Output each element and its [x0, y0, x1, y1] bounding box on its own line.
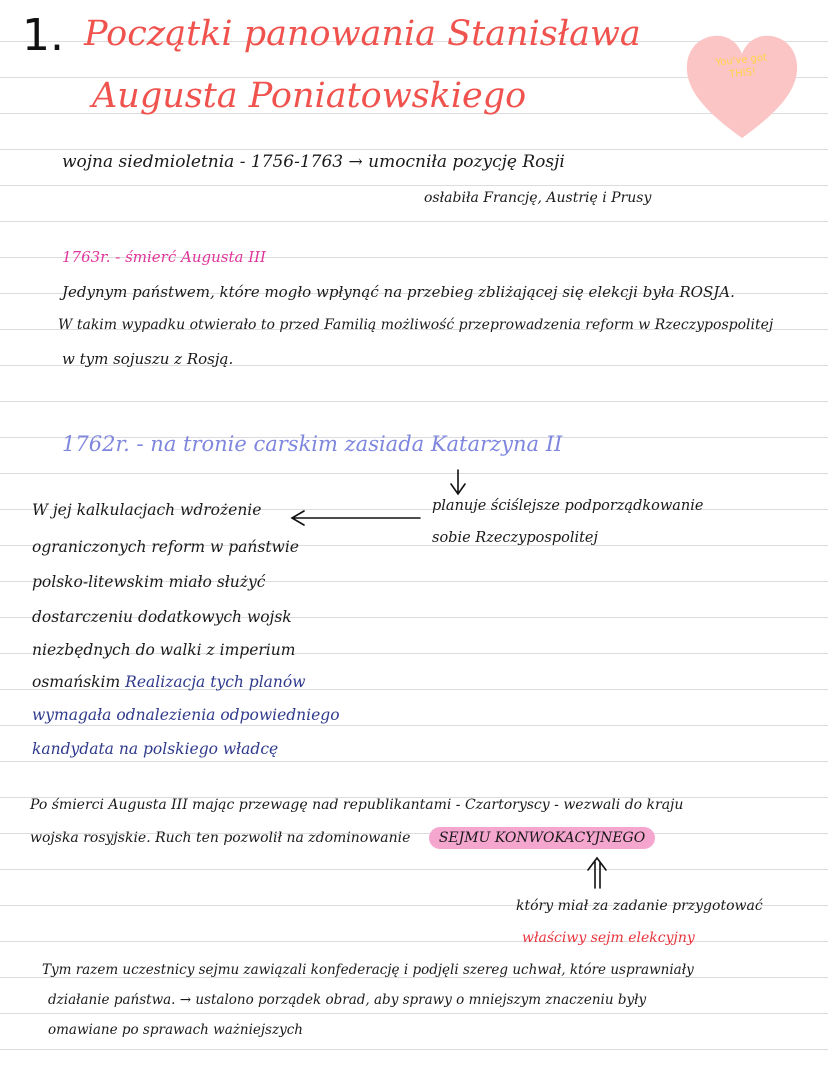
down-arrow	[451, 470, 465, 494]
sejm-task-line: który miał za zadanie przygotować	[516, 898, 763, 914]
death-body-2: W takim wypadku otwierało to przed Familią możliwość przeprowadzenia reform w Rzeczypospolitej	[58, 317, 774, 333]
war-subline: osłabiła Francję, Austrię i Prusy	[424, 190, 652, 206]
conf-line-3: omawiane po sprawach ważniejszych	[48, 1022, 303, 1038]
section-number: 1.	[22, 10, 64, 61]
left-arrow	[292, 511, 420, 525]
left-line-3: polsko-litewskim miało służyć	[32, 573, 266, 591]
plan-line-2: sobie Rzeczypospolitej	[432, 530, 599, 546]
sejm-task-red: właściwy sejm elekcyjny	[522, 930, 695, 946]
sticker-text: You've got THIS!	[715, 52, 768, 80]
left-line-1: W jej kalkulacjach wdrożenie	[32, 501, 262, 519]
left-line-8: kandydata na polskiego władcę	[32, 740, 279, 758]
conf-line-1: Tym razem uczestnicy sejmu zawiązali konfederację i podjęli szereg uchwał, które usprawniały	[42, 962, 694, 978]
conf-line-2: działanie państwa. → ustalono porządek obrad, aby sprawy o mniejszym znaczeniu były	[48, 992, 647, 1008]
death-body-3: w tym sojuszu z Rosją.	[62, 350, 234, 368]
left-line-2: ograniczonych reform w państwie	[32, 538, 299, 556]
left-line-4: dostarczeniu dodatkowych wojsk	[32, 608, 292, 626]
sejm-line-2-prefix: wojska rosyjskie. Ruch ten pozwolił na zdominowanie	[30, 830, 411, 846]
left-line-6-navy: Realizacja tych planów	[125, 673, 306, 691]
up-arrow	[588, 858, 606, 888]
left-line-6-black: osmańskim	[32, 673, 121, 691]
death-body-1: Jedynym państwem, które mogło wpłynąć na przebieg zbliżającej się elekcji była ROSJA.	[62, 283, 735, 301]
left-line-7: wymagała odnalezienia odpowiedniego	[32, 706, 340, 724]
page-title-line-1: Początki panowania Stanisława	[84, 14, 641, 54]
katarzyna-headline: 1762r. - na tronie carskim zasiada Katarzyna II	[62, 432, 563, 456]
left-line-5: niezbędnych do walki z imperium	[32, 641, 296, 659]
death-date-line: 1763r. - śmierć Augusta III	[62, 248, 266, 266]
page-title-line-2: Augusta Poniatowskiego	[92, 76, 527, 116]
sejm-line-1: Po śmierci Augusta III mając przewagę nad republikantami - Czartoryscy - wezwali do kraju	[30, 797, 684, 813]
plan-line-1: planuje ściślejsze podporządkowanie	[432, 498, 704, 514]
sejm-highlight: SEJMU KONWOKACYJNEGO	[429, 827, 655, 849]
war-line: wojna siedmioletnia - 1756-1763 → umocniła pozycję Rosji	[62, 152, 565, 172]
